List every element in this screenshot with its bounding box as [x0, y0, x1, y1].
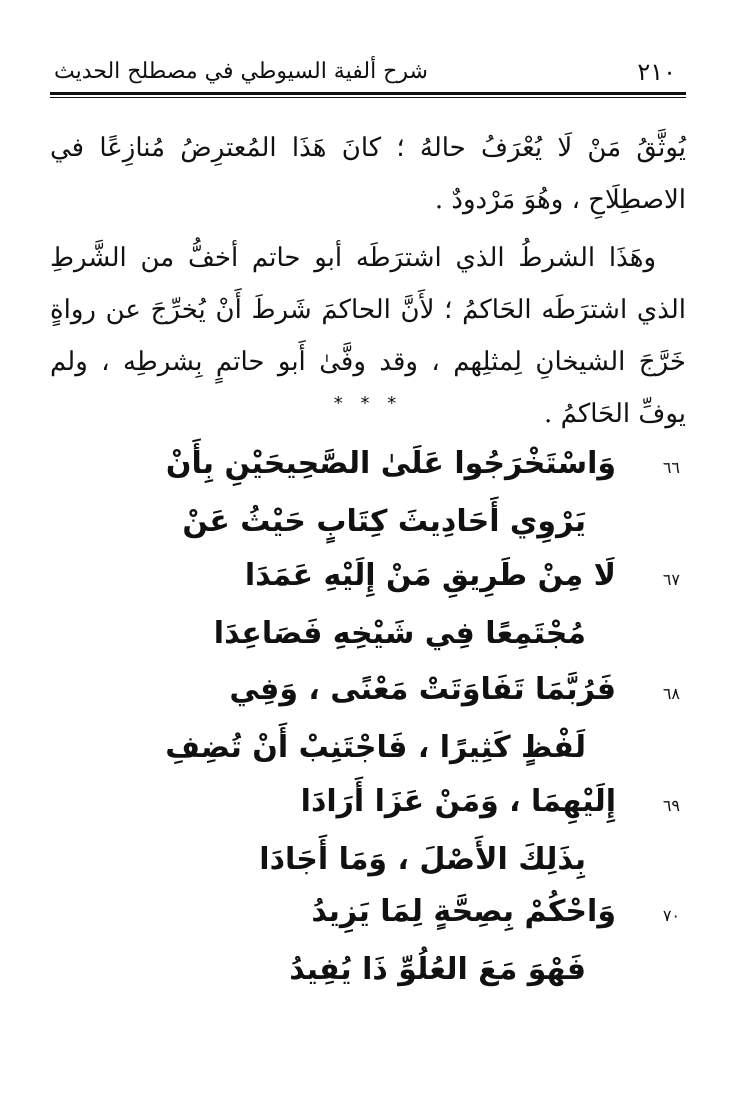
header-rule-thick: [50, 92, 686, 95]
verse: [50, 668, 686, 778]
verse-number: ٦٧: [662, 570, 680, 589]
verse-number: ٧٠: [662, 906, 680, 925]
verse-second-hemistich: بِذَلِكَ الأَصْلَ ، وَمَا أَجَادَا: [259, 842, 586, 877]
verse-first-hemistich: إِلَيْهِمَا ، وَمَنْ عَزَا أَرَادَا: [300, 784, 616, 819]
running-header: [50, 56, 686, 90]
verse: [50, 554, 686, 664]
verse-first-hemistich: وَاحْكُمْ بِصِحَّةٍ لِمَا يَزِيدُ: [311, 894, 616, 929]
commentary-paragraph: يُوثَّقُ مَنْ لَا يُعْرَفُ حالهُ ؛ كانَ هَذَا المُعترِضُ مُنازِعًا في الاصطِلَاحِ ، وهُوَ مَرْدودٌ .: [50, 133, 686, 215]
header-rule-thin: [50, 97, 686, 98]
verse-second-hemistich: لَفْظٍ كَثِيرًا ، فَاجْتَنِبْ أَنْ تُضِفِ: [165, 730, 586, 765]
verse: [50, 890, 686, 1000]
verse-second-hemistich: يَرْوِي أَحَادِيثَ كِتَابٍ حَيْثُ عَنْ: [182, 504, 586, 539]
verse-first-hemistich: فَرُبَّمَا تَفَاوَتَتْ مَعْنًى ، وَفِي: [229, 672, 616, 707]
verse-number: ٦٩: [662, 796, 680, 815]
verse-number: ٦٨: [662, 684, 680, 703]
verse: [50, 442, 686, 552]
verse-number: ٦٦: [662, 458, 680, 477]
section-separator: * * *: [333, 393, 403, 414]
page-number: ٢١٠: [637, 58, 676, 86]
verse-second-hemistich: مُجْتَمِعًا فِي شَيْخِهِ فَصَاعِدَا: [213, 616, 586, 651]
verse-first-hemistich: وَاسْتَخْرَجُوا عَلَىٰ الصَّحِيحَيْنِ بِأَنْ: [165, 446, 616, 481]
verse-first-hemistich: لَا مِنْ طَرِيقِ مَنْ إِلَيْهِ عَمَدَا: [244, 558, 616, 593]
commentary-paragraph: وهَذَا الشرطُ الذي اشترَطَه أبو حاتم أخفُّ من الشَّرطِ الذي اشترَطَه الحَاكمُ ؛ لأَنَّ الحاكمَ شَرطَ أَنْ يُخرِّجَ عن رواةٍ خَرَّجَ الشيخانِ لِمثلِهم ، وقد وفَّىٰ أَبو حاتمٍ بِشرطِه ، ولم يوفِّ الحَاكمُ .: [50, 243, 686, 429]
running-title: شرح ألفية السيوطي في مصطلح الحديث: [54, 59, 428, 84]
verse-second-hemistich: فَهْوَ مَعَ العُلُوِّ ذَا يُفِيدُ: [289, 952, 586, 987]
verse: [50, 780, 686, 890]
